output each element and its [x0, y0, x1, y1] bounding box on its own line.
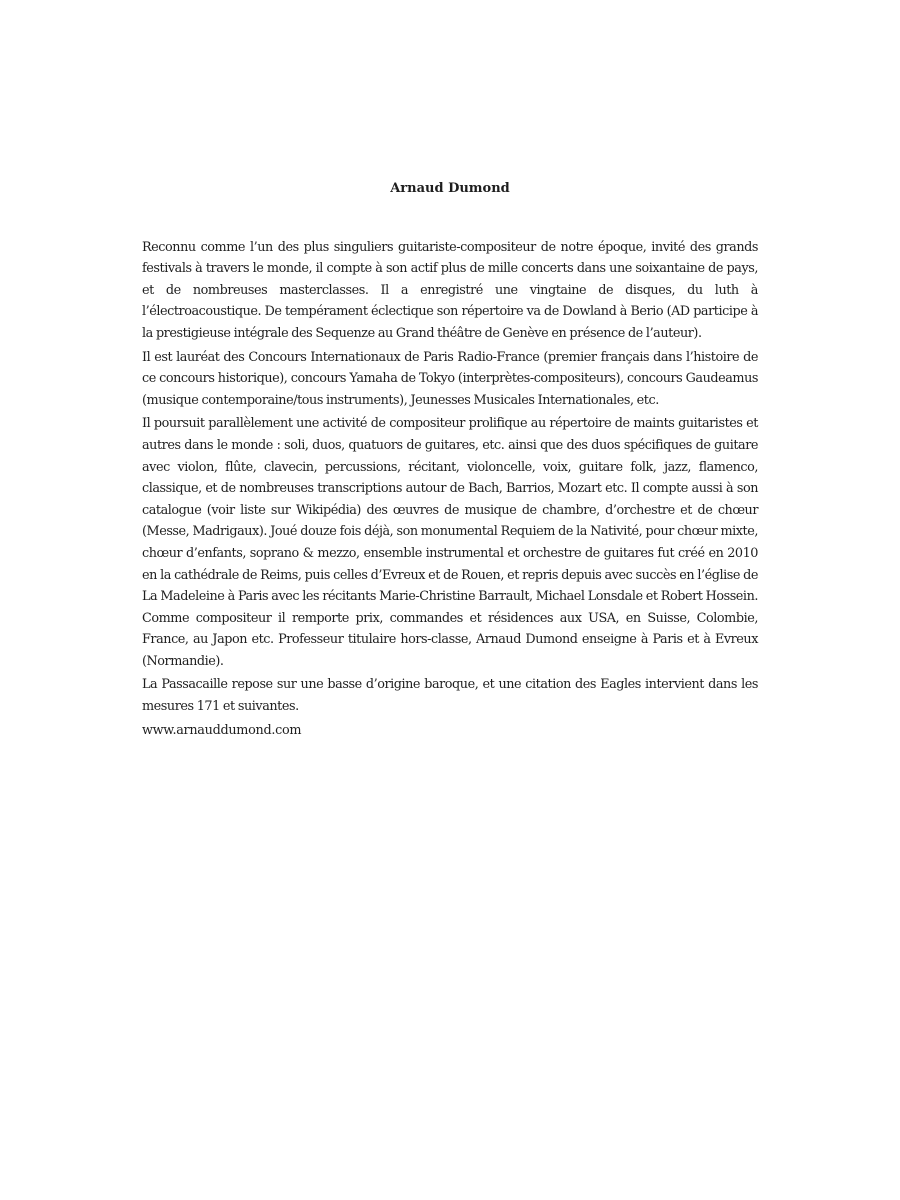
- document-page: [142, 178, 758, 741]
- bio-paragraph-intro: Reconnu comme l’un des plus singuliers guitariste-compositeur de notre époque, invité des grands festivals à travers le monde, il compte à son actif plus de mille concerts dans une soixantaine de pays, et de nombreuses masterclasses. Il a enregistré une vingtaine de disques, du luth à l’électroacoustique. De tempérament éclectique son répertoire va de Dowland à Berio (AD participe à la prestigieuse intégrale des Sequenze au Grand théâtre de Genève en présence de l’auteur).: [142, 239, 758, 341]
- bio-paragraph-awards: Il est lauréat des Concours Internationaux de Paris Radio-France (premier français dans l’histoire de ce concours historique), concours Yamaha de Tokyo (interprètes-compositeurs), concours Gaudeamus (musique contemporaine/tous instruments), Jeunesses Musicales Internationales, etc.: [142, 349, 758, 408]
- website-link[interactable]: www.arnauddumond.com: [142, 722, 302, 738]
- bio-paragraph-compositions: Il poursuit parallèlement une activité de compositeur prolifique au répertoire de maints guitaristes et autres dans le monde : soli, duos, quatuors de guitares, etc. ainsi que des duos spécifiques de guitare avec violon, flûte, clavecin, percussions, récitant, violoncelle, voix, guitare folk, jazz, flamenco, classique, et de nombreuses transcriptions autour de Bach, Barrios, Mozart etc. Il compte aussi à son catalogue (voir liste sur Wikipédia) des œuvres de musique de chambre, d’orchestre et de chœur (Messe, Madrigaux). Joué douze fois déjà, son monumental Requiem de la Nativité, pour chœur mixte, chœur d’enfants, soprano & mezzo, ensemble instrumental et orchestre de guitares fut créé en 2010 en la cathédrale de Reims, puis celles d’Evreux et de Rouen, et repris depuis avec succès en l’église de La Madeleine à Paris avec les récitants Marie-Christine Barrault, Michael Lonsdale et Robert Hossein. Comme compositeur il remporte prix, commandes et résidences aux USA, en Suisse, Colombie, France, au Japon etc. Professeur titulaire hors-classe, Arnaud Dumond enseigne à Paris et à Evreux (Normandie).: [142, 416, 758, 669]
- page-title: Arnaud Dumond: [390, 181, 510, 196]
- bio-paragraph-passacaille: La Passacaille repose sur une basse d’origine baroque, et une citation des Eagles intervient dans les mesures 171 et suivantes.: [142, 677, 758, 715]
